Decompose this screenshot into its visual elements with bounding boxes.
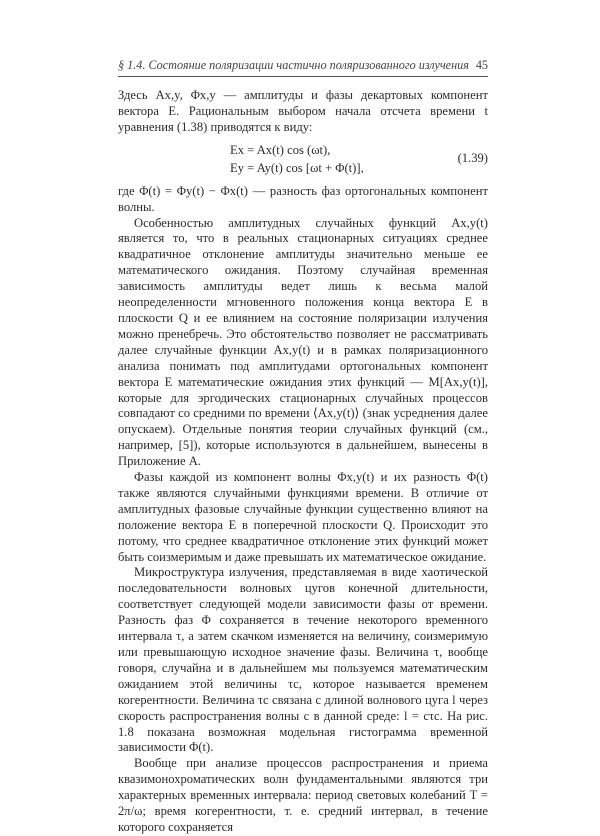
equation-line-ex: Ex = Ax(t) cos (ωt),: [230, 142, 331, 157]
equation-1-39: [118, 140, 488, 180]
running-header: [118, 56, 488, 77]
body-text: [118, 88, 488, 836]
paragraph-phase-functions: Фазы каждой из компонент волны Φx,y(t) и их разность Φ(t) также являются случайными функциями времени. В отличие от амплитудных фазовые случайные функции существенно влияют на положение вектора E в поперечной плоскости Q. Происходит это потому, что среднее квадратичное отклонение этих функций может быть соизмеримым и даже превышать их математическое ожидание.: [118, 470, 488, 564]
paragraph-intro: Здесь Ax,y, Φx,y — амплитуды и фазы декартовых компонент вектора E. Рациональным выбором начала отсчета времени t уравнения (1.38) приводятся к виду:: [118, 88, 488, 134]
paragraph-amplitude-functions: Особенностью амплитудных случайных функций Ax,y(t) является то, что в реальных стационарных ситуациях среднее квадратичное отклонение амплитуды значительно меньше ее математического ожидания. Поэтому случайная временная зависимость амплитуды ведет лишь к весьма малой неопределенности мгновенного положения конца вектора E в плоскости Q и ее влиянием на состояние поляризации излучения можно пренебречь. Это обстоятельство позволяет не рассматривать далее случайные функции Ax,y(t) и в рамках поляризационного анализа понимать под амплитудами ортогональных компонент вектора E математические ожидания этих функций — M[Ax,y(t)], которые для эргодических стационарных случайных процессов совпадают со средними по времени ⟨Ax,y(t)⟩ (знак усреднения далее опускаем). Отдельные понятия теории случайных функций (см., например, [5]), которые используются в дальнейшем, вынесены в Приложение А.: [118, 215, 488, 469]
paragraph-time-intervals: Вообще при анализе процессов распространения и приема квазимонохроматических волн фундаментальными являются три характерных временных интервала: период световых колебаний T = 2π/ω; время когерентности, т. е. средний интервал, в течение которого сохраняется: [118, 756, 488, 834]
equation-line-ey: Ey = Ay(t) cos [ωt + Φ(t)],: [230, 160, 364, 175]
header-title: § 1.4. Состояние поляризации частично поляризованного излучения: [118, 58, 469, 72]
paragraph-phase-difference: где Φ(t) = Φy(t) − Φx(t) — разность фаз ортогональных компонент волны.: [118, 183, 488, 214]
paragraph-microstructure: Микроструктура излучения, представляемая в виде хаотической последовательности волновых цугов конечной длительности, соответствует следующей модели зависимости фазы от времени. Разность фаз Φ сохраняется в течение некоторого временного интервала τ, а затем скачком изменяется на величину, соизмеримую или превышающую исходное значение фазы. Величина τ, вообще говоря, случайна и в дальнейшем мы пользуемся математическим ожиданием этой величины τc, которое называется временем когерентности. Величина τc связана с длиной волнового цуга l через скорость распространения волны c в данной среде: l = cτc. На рис. 1.8 показана возможная модельная гистограмма временной зависимости Φ(t).: [118, 565, 488, 755]
page-number: 45: [475, 58, 488, 72]
equation-number: (1.39): [457, 150, 488, 165]
